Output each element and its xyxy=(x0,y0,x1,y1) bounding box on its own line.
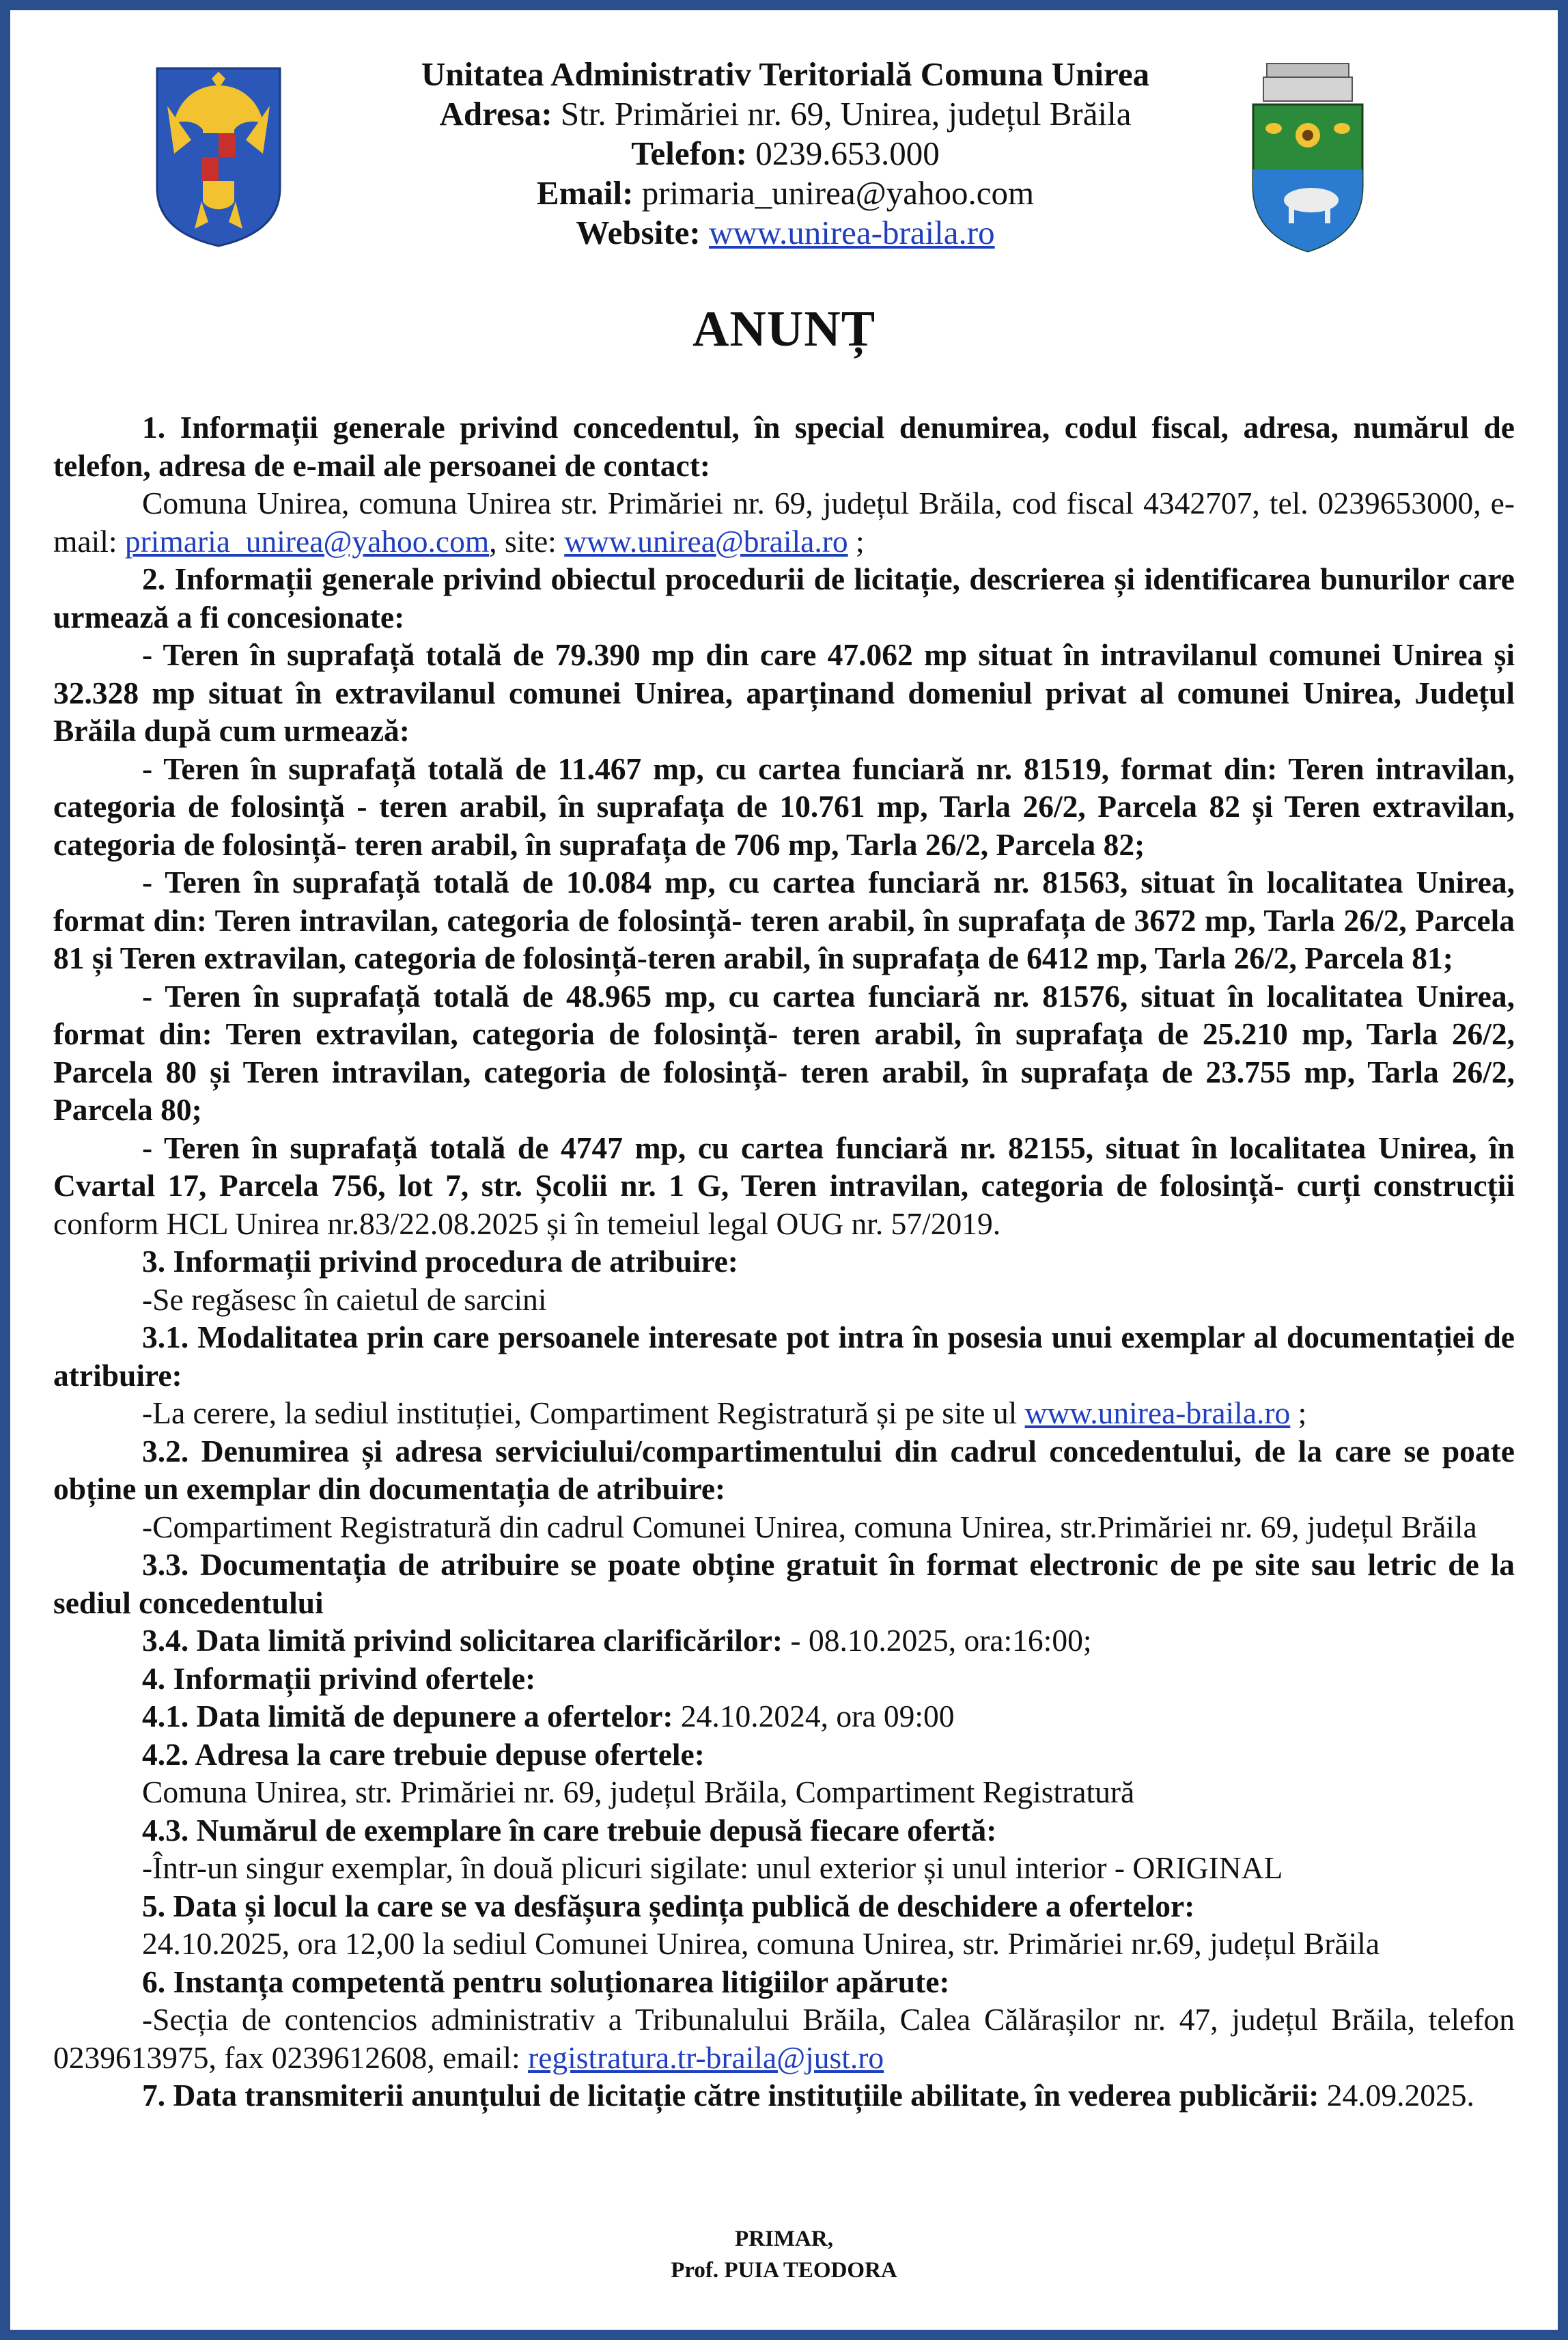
signatory-role: PRIMAR, xyxy=(735,2227,833,2251)
s2-lot3-b: , Tarla 26/2, Parcela 80 și Teren intravilan, categoria de folosință- teren arabil, în suprafața de 23.755 mp xyxy=(53,1016,1515,1089)
s4-heading: 4. Informații privind ofertele: xyxy=(142,1660,536,1696)
s41-heading: 4.1. Data limită de depunere a ofertelor: xyxy=(142,1699,673,1733)
s2-lot3-a: - Teren în suprafață totală de 48.965 mp, cu cartea funciară nr. 81576, situat în localitatea Unirea, format din: Teren extravilan, categoria de folosință- teren arabil, în suprafața de 25.210 mp xyxy=(53,978,1515,1051)
s3-text: -Se regăsesc în caietul de sarcini xyxy=(142,1281,547,1317)
s7-heading: 7. Data transmiterii anunțului de licitație către instituțiile abilitate, în vederea publicării: xyxy=(142,2078,1319,2113)
s1-text-c: ; xyxy=(848,523,865,559)
s2-intro-a: - Teren în suprafață totală de 79.390 mp din care 47.062 mp situat în intravilanul comunei Unirea și 32.328 mp situat în extravilanul comunei Unirea xyxy=(53,637,1515,710)
s5-heading: 5. Data și locul la care se va desfășura ședința publică de deschidere a ofertelor: xyxy=(142,1888,1195,1923)
s2-heading: 2. Informații generale privind obiectul procedurii de licitație, descrierea și identificarea bunurilor care urmează a fi concesionate: xyxy=(53,561,1515,635)
s2-lot4-a: - Teren în suprafață totală de 4747 mp, cu cartea funciară nr. 82155, situat în localitatea Unirea, în Cvartal 17, Parcela 756, lot 7, str. Școlii nr. 1 G, Teren intravilan, categoria de folosință- curți construcții xyxy=(53,1130,1515,1203)
s32-text: -Compartiment Registratură din cadrul Comunei Unirea, comuna Unirea, str.Primăriei nr. 69, județul Brăila xyxy=(142,1509,1477,1544)
s1-heading: 1. Informații generale privind concedentul, în special denumirea, codul fiscal, adresa, numărul de telefon, adresa de e-mail ale persoanei de contact: xyxy=(53,410,1515,483)
s31-site-link[interactable]: www.unirea-braila.ro xyxy=(1024,1395,1291,1430)
s2-lot3-c: , Tarla 26/2, Parcela 80; xyxy=(53,1054,1515,1127)
s41-value: 24.10.2024, ora 09:00 xyxy=(673,1699,955,1733)
s2-lot3 xyxy=(53,977,1515,1129)
s2-intro-b: , aparținand domeniul privat al comunei Unirea, Județul Brăila după cum urmează: xyxy=(53,675,1515,748)
s1-text-a: Comuna Unirea, comuna Unirea str. Primăriei nr. 69, județul Brăila, cod fiscal 4342707, tel. 0239653000, e-mail: xyxy=(53,486,1515,559)
s2-lot2: - Teren în suprafață totală de 10.084 mp, cu cartea funciară nr. 81563, situat în localitatea Unirea, format din: Teren intravilan, categoria de folosință- teren arabil, în suprafața de 3672 mp, Tarla 26/2, Parcela 81 și Teren extravilan, categoria de folosință-teren arabil, în suprafața de 6412 mp, Tarla 26/2, Parcela 81; xyxy=(53,865,1515,975)
s2-lot1-a: - Teren în suprafață totală de 11.467 mp, cu cartea funciară nr. 81519, format din: Teren intravilan, categoria de folosință - teren arabil, în suprafața de 10.761 mp xyxy=(53,751,1515,824)
s7-line xyxy=(53,2076,1515,2115)
romania-coat-of-arms-icon xyxy=(154,65,283,249)
s1-text xyxy=(53,484,1515,560)
s31-text xyxy=(53,1394,1515,1432)
signatory-name: Prof. PUIA TEODORA xyxy=(671,2258,897,2283)
s31-text-a: -La cerere, la sediul instituției, Compartiment Registratură și pe site ul xyxy=(142,1395,1025,1430)
s2-lot1-b: , Tarla 26/2, Parcela 82 și Teren extravilan, categoria de folosință- teren arabil, în suprafața de 706 mp xyxy=(53,789,1515,862)
signature-block xyxy=(0,2223,1568,2286)
s43-text: -Într-un singur exemplar, în două plicuri sigilate: unul exterior și unul interior - ORIGINAL xyxy=(142,1850,1283,1885)
page-title: ANUNȚ xyxy=(692,301,876,357)
website-label: Website: xyxy=(576,214,701,251)
address-label: Adresa: xyxy=(439,95,552,133)
s2-lot1 xyxy=(53,750,1515,864)
s3-heading: 3. Informații privind procedura de atribuire: xyxy=(142,1244,738,1279)
s2-intro xyxy=(53,636,1515,750)
s31-text-b: ; xyxy=(1290,1395,1307,1430)
institution-name: Unitatea Administrativ Teritorială Comuna Unirea xyxy=(421,55,1150,93)
letterhead xyxy=(0,55,1568,260)
s42-text: Comuna Unirea, str. Primăriei nr. 69, județul Brăila, Compartiment Registratură xyxy=(142,1774,1135,1809)
s7-value: 24.09.2025. xyxy=(1319,2078,1474,2113)
email-label: Email: xyxy=(536,174,634,212)
s2-lot4 xyxy=(53,1129,1515,1243)
website-link[interactable]: www.unirea-braila.ro xyxy=(709,214,995,251)
s6-email-link[interactable]: registratura.tr-braila@just.ro xyxy=(528,2039,884,2075)
s1-site-link[interactable]: www.unirea@braila.ro xyxy=(564,523,848,559)
s6-heading: 6. Instanța competentă pentru soluționarea litigiilor apărute: xyxy=(142,1964,950,1999)
s42-heading: 4.2. Adresa la care trebuie depuse ofertele: xyxy=(142,1736,705,1772)
s1-email-link[interactable]: primaria_unirea@yahoo.com xyxy=(124,523,490,559)
address-value: Str. Primăriei nr. 69, Unirea, județul Brăila xyxy=(560,95,1132,133)
s32-heading: 3.2. Denumirea și adresa serviciului/compartimentului din cadrul concedentului, de la care se poate obține un exemplar din documentația de atribuire: xyxy=(53,1433,1515,1506)
commune-coat-of-arms-icon xyxy=(1246,60,1369,255)
s5-text: 24.10.2025, ora 12,00 la sediul Comunei Unirea, comuna Unirea, str. Primăriei nr.69, județul Brăila xyxy=(142,1926,1380,1961)
s31-heading: 3.1. Modalitatea prin care persoanele interesate pot intra în posesia unui exemplar al documentației de atribuire: xyxy=(53,1320,1515,1393)
s1-text-b: , site: xyxy=(489,523,565,559)
s6-text-a: -Secția de contencios administrativ a Tribunalului Brăila, Calea Călărașilor nr. 47, județul Brăila, telefon 0239613975, fax 0239612608, email: xyxy=(53,2002,1515,2075)
s34-line xyxy=(53,1621,1515,1660)
phone-value: 0239.653.000 xyxy=(755,135,940,172)
s34-heading: 3.4. Data limită privind solicitarea clarificărilor: xyxy=(142,1623,783,1658)
institution-details xyxy=(294,55,1277,253)
s41-line xyxy=(53,1697,1515,1736)
phone-label: Telefon: xyxy=(631,135,747,172)
email-value: primaria_unirea@yahoo.com xyxy=(641,174,1035,212)
s2-lot4-b: conform HCL Unirea nr.83/22.08.2025 și în temeiul legal OUG nr. 57/2019. xyxy=(53,1206,1001,1241)
announcement-body xyxy=(53,408,1515,2115)
s34-value: - 08.10.2025, ora:16:00; xyxy=(783,1623,1092,1658)
s33-heading: 3.3. Documentația de atribuire se poate obține gratuit în format electronic de pe site sau letric de la sediul concedentului xyxy=(53,1547,1515,1620)
s2-lot1-c: , Tarla 26/2, Parcela 82; xyxy=(831,826,1145,862)
s43-heading: 4.3. Numărul de exemplare în care trebuie depusă fiecare ofertă: xyxy=(142,1812,997,1848)
s6-text xyxy=(53,2001,1515,2076)
